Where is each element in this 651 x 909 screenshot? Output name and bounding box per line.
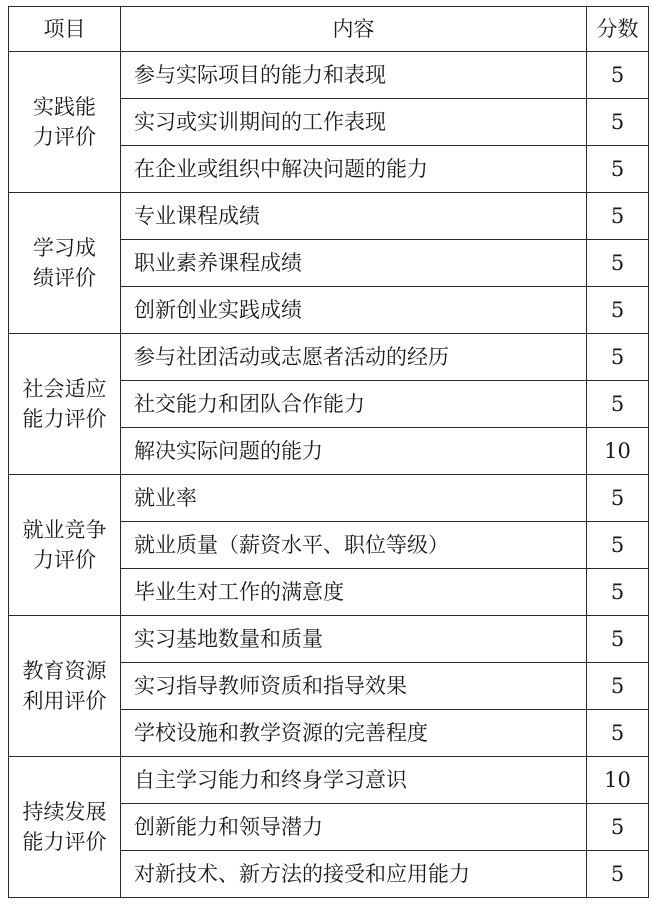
category-cell [9, 616, 121, 757]
score-cell: 5 [587, 193, 649, 240]
content-cell: 职业素养课程成绩 [121, 240, 587, 287]
evaluation-table [8, 6, 649, 898]
table-row [9, 52, 649, 99]
score-cell: 5 [587, 52, 649, 99]
score-cell: 5 [587, 616, 649, 663]
category-label-line: 绩评价 [33, 266, 96, 290]
category-label-line: 能力评价 [22, 407, 107, 431]
content-cell: 就业率 [121, 475, 587, 522]
category-label-line: 教育资源 [22, 659, 107, 683]
header-row [9, 7, 649, 52]
category-label-line: 持续发展 [22, 800, 107, 824]
category-cell [9, 334, 121, 475]
content-cell: 创新能力和领导潜力 [121, 804, 587, 851]
score-cell: 5 [587, 240, 649, 287]
table-row [9, 475, 649, 522]
content-cell: 实习指导教师资质和指导效果 [121, 663, 587, 710]
category-label-line: 利用评价 [22, 689, 107, 713]
score-cell: 5 [587, 146, 649, 193]
category-label-line: 就业竞争 [22, 518, 107, 542]
score-cell: 5 [587, 287, 649, 334]
score-cell: 5 [587, 804, 649, 851]
category-cell [9, 475, 121, 616]
category-label-line: 社会适应 [22, 377, 107, 401]
score-cell: 5 [587, 381, 649, 428]
content-cell: 参与实际项目的能力和表现 [121, 52, 587, 99]
content-cell: 专业课程成绩 [121, 193, 587, 240]
score-cell: 5 [587, 663, 649, 710]
score-cell: 5 [587, 851, 649, 898]
category-label-line: 能力评价 [22, 830, 107, 854]
table-row [9, 193, 649, 240]
score-cell: 5 [587, 569, 649, 616]
score-cell: 5 [587, 99, 649, 146]
category-label-line: 力评价 [33, 548, 96, 572]
content-cell: 在企业或组织中解决问题的能力 [121, 146, 587, 193]
content-cell: 实习基地数量和质量 [121, 616, 587, 663]
content-cell: 对新技术、新方法的接受和应用能力 [121, 851, 587, 898]
score-cell: 5 [587, 710, 649, 757]
category-cell [9, 757, 121, 898]
content-cell: 学校设施和教学资源的完善程度 [121, 710, 587, 757]
score-cell: 5 [587, 334, 649, 381]
content-cell: 创新创业实践成绩 [121, 287, 587, 334]
table-body [9, 52, 649, 898]
table-row [9, 616, 649, 663]
content-cell: 社交能力和团队合作能力 [121, 381, 587, 428]
content-cell: 就业质量（薪资水平、职位等级） [121, 522, 587, 569]
content-cell: 解决实际问题的能力 [121, 428, 587, 475]
content-cell: 毕业生对工作的满意度 [121, 569, 587, 616]
category-label-line: 力评价 [33, 125, 96, 149]
score-cell: 10 [587, 428, 649, 475]
category-label-line: 学习成 [33, 236, 96, 260]
score-cell: 5 [587, 475, 649, 522]
header-content: 内容 [121, 7, 587, 52]
header-score: 分数 [587, 7, 649, 52]
content-cell: 参与社团活动或志愿者活动的经历 [121, 334, 587, 381]
category-cell [9, 193, 121, 334]
table-row [9, 757, 649, 804]
header-category: 项目 [9, 7, 121, 52]
content-cell: 自主学习能力和终身学习意识 [121, 757, 587, 804]
content-cell: 实习或实训期间的工作表现 [121, 99, 587, 146]
category-label-line: 实践能 [33, 95, 96, 119]
score-cell: 10 [587, 757, 649, 804]
table-row [9, 334, 649, 381]
category-cell [9, 52, 121, 193]
score-cell: 5 [587, 522, 649, 569]
